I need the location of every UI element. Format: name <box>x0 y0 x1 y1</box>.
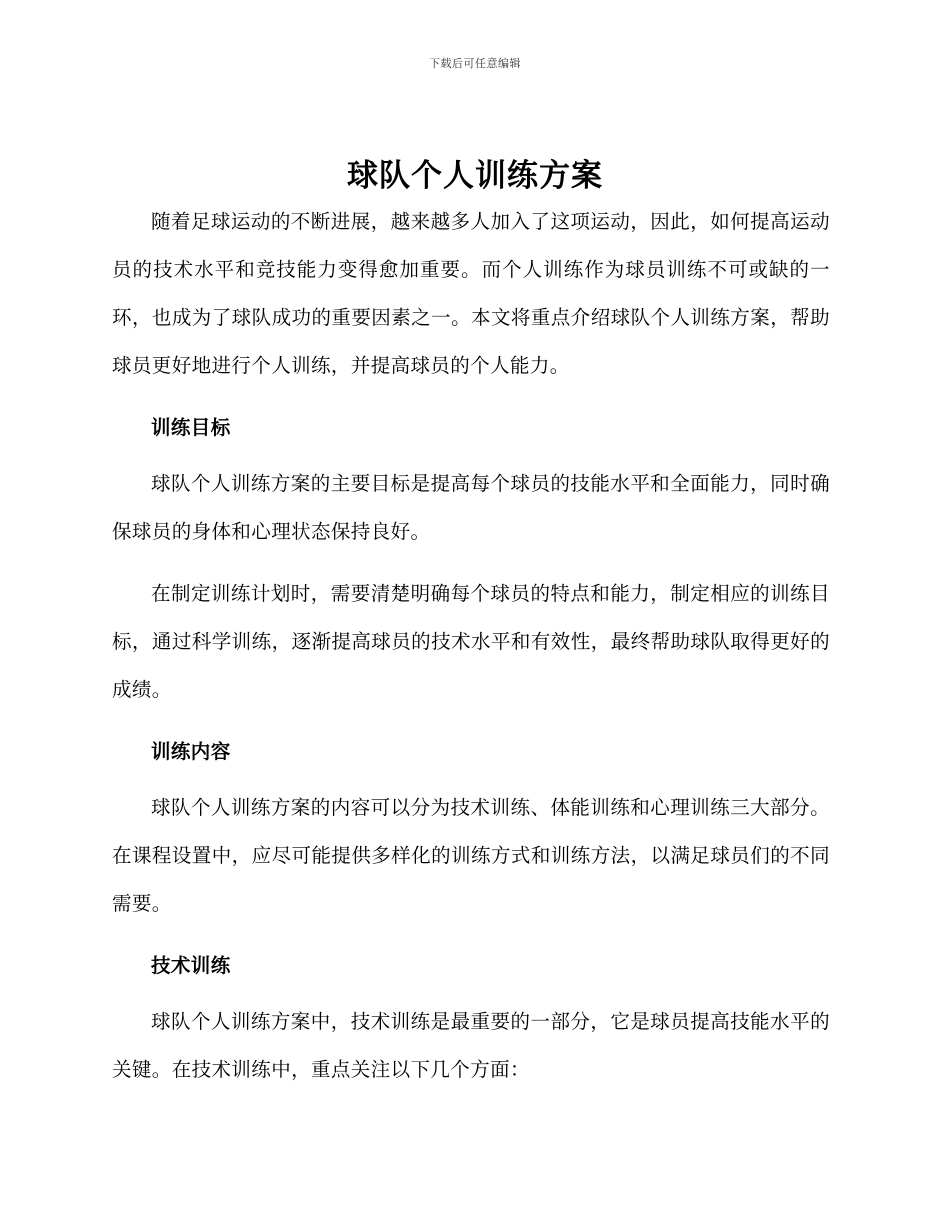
technical-paragraph: 球队个人训练方案中，技术训练是最重要的一部分，它是球员提高技能水平的关键。在技术训练中，重点关注以下几个方面： <box>112 1010 830 1081</box>
document-title: 球队个人训练方案 <box>347 158 603 194</box>
section-heading-training-goals: 训练目标 <box>151 416 231 439</box>
intro-paragraph: 随着足球运动的不断进展，越来越多人加入了这项运动，因此，如何提高运动员的技术水平和竞技能力变得愈加重要。而个人训练作为球员训练不可或缺的一环，也成为了球队成功的重要因素之一。本文将重点介绍球队个人训练方案，帮助球员更好地进行个人训练，并提高球员的个人能力。 <box>112 210 830 377</box>
goals-paragraph-1: 球队个人训练方案的主要目标是提高每个球员的技能水平和全面能力，同时确保球员的身体和心理状态保持良好。 <box>112 472 830 543</box>
content-paragraph: 球队个人训练方案的内容可以分为技术训练、体能训练和心理训练三大部分。在课程设置中，应尽可能提供多样化的训练方式和训练方法，以满足球员们的不同需要。 <box>112 796 830 915</box>
page-header-note: 下载后可任意编辑 <box>429 57 521 70</box>
goals-paragraph-2: 在制定训练计划时，需要清楚明确每个球员的特点和能力，制定相应的训练目标，通过科学训练，逐渐提高球员的技术水平和有效性，最终帮助球队取得更好的成绩。 <box>112 582 830 701</box>
document-body <box>112 198 830 1108</box>
section-heading-training-content: 训练内容 <box>151 740 231 763</box>
section-heading-technical-training: 技术训练 <box>151 954 231 977</box>
